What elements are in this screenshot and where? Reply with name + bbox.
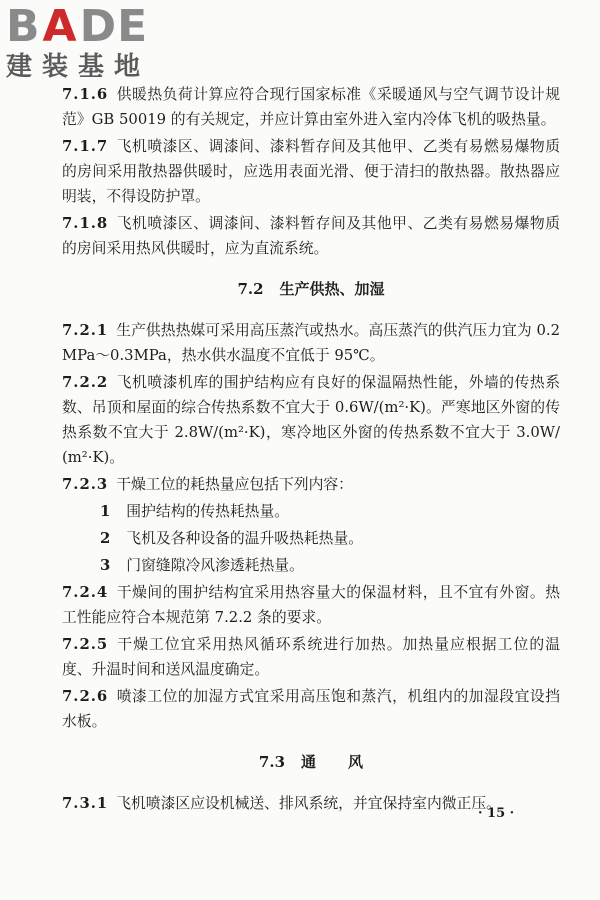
list-item: 2 飞机及各种设备的温升吸热耗热量。 (100, 530, 364, 547)
bade-logo (6, 1, 176, 82)
logo-subtitle: 建装基地 (6, 52, 151, 82)
clause-7-3-1: 7.3.1 飞机喷漆区应设机械送、排风系统，并宜保持室内微正压。 (62, 795, 501, 812)
clause-7-2-1: 7.2.1 生产供热热媒可采用高压蒸汽或热水。高压蒸汽的供汽压力宜为 0.2MPa～0.3MPa，热水供水温度不宜低于 95℃。 (62, 322, 560, 364)
clause-7-2-5: 7.2.5 干燥工位宜采用热风循环系统进行加热。加热量应根据工位的温度、升温时间和送风温度确定。 (62, 636, 560, 678)
list-item: 1 围护结构的传热耗热量。 (100, 503, 290, 520)
section-title-7-2: 7.2 生产供热、加湿 (237, 280, 385, 298)
clause-7-1-7: 7.1.7 飞机喷漆区、调漆间、漆料暂存间及其他甲、乙类有易燃易爆物质的房间采用散热器供暖时，应选用表面光滑、便于清扫的散热器。散热器应明装，不得设防护罩。 (62, 138, 560, 205)
clause-7-2-6: 7.2.6 喷漆工位的加湿方式宜采用高压饱和蒸汽，机组内的加湿段宜设挡水板。 (62, 688, 560, 730)
clause-7-2-2: 7.2.2 飞机喷漆机库的围护结构应有良好的保温隔热性能，外墙的传热系数、吊顶和屋面的综合传热系数不宜大于 0.6W/(m²·K)。严寒地区外窗的传热系数不宜大于 2.8W/(m²·K)，寒冷地区外窗的传热系数不宜大于 3.0W/(m²·K)。 (62, 374, 560, 466)
clause-7-2-3: 7.2.3 干燥工位的耗热量应包括下列内容： (62, 476, 353, 493)
logo-wordmark (6, 1, 176, 52)
page-number: · 15 · (478, 806, 515, 821)
section-title-7-3: 7.3 通 风 (258, 753, 364, 771)
list-item: 3 门窗缝隙冷风渗透耗热量。 (100, 557, 304, 574)
clause-7-2-4: 7.2.4 干燥间的围护结构宜采用热容量大的保温材料，且不宜有外窗。热工性能应符合本规范第 7.2.2 条的要求。 (62, 584, 560, 626)
document-page (62, 82, 560, 818)
clause-7-1-8: 7.1.8 飞机喷漆区、调漆间、漆料暂存间及其他甲、乙类有易燃易爆物质的房间采用热风供暖时，应为直流系统。 (62, 215, 560, 257)
logo-letter-b: B (6, 1, 41, 52)
logo-letters-de: DE (79, 1, 149, 52)
clause-7-1-6: 7.1.6 供暖热负荷计算应符合现行国家标准《采暖通风与空气调节设计规范》GB 50019 的有关规定，并应计算由室外进入室内冷体飞机的吸热量。 (62, 86, 560, 128)
logo-letter-a: A (42, 1, 78, 52)
